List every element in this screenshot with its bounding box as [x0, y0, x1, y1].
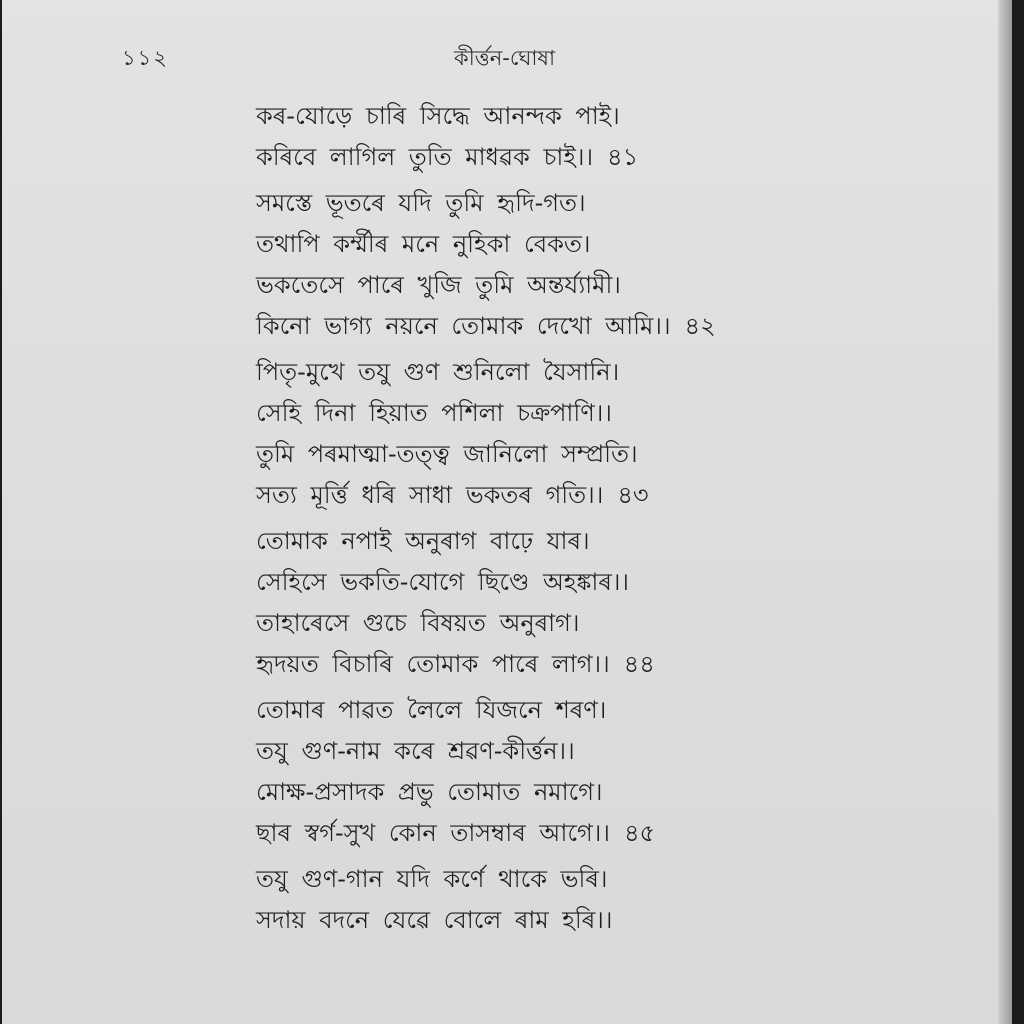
running-title: কীৰ্ত্তন-ঘোষা: [454, 46, 556, 70]
verse-43: [256, 352, 956, 516]
verse-46: [256, 859, 956, 941]
verse-line: তাহাৰেসে গুচে বিষয়ত অনুৰাগ।: [256, 609, 580, 637]
verse-number: ৪৪: [623, 650, 655, 678]
verse-line: তথাপি কৰ্ম্মীৰ মনে নুহিকা বেকত।: [256, 230, 591, 258]
verse-number: ৪১: [607, 143, 639, 171]
book-page: [2, 0, 1012, 1024]
verse-42: [256, 183, 956, 347]
verse-line: সদায় বদনে যেৱে বোলে ৰাম হৰি।।: [256, 906, 613, 934]
page-number: ১১২: [122, 46, 169, 70]
verse-line: মোক্ষ-প্ৰসাদক প্ৰভু তোমাত নমাগে।: [256, 778, 603, 806]
verse-line: কৰ-যোড়ে চাৰি সিদ্ধে আনন্দক পাই।: [256, 102, 620, 130]
verse-line: ভকতেসে পাৰে খুজি তুমি অন্তৰ্য্যামী।: [256, 271, 621, 299]
verse-line: পিতৃ-মুখে তযু গুণ শুনিলো যৈসানি।: [256, 358, 620, 386]
page-edge-shadow: [998, 0, 1012, 1024]
verse-line: সমস্তে ভূতৰে যদি তুমি হৃদি-গত।: [256, 189, 586, 217]
verse-number: ৪২: [684, 312, 716, 340]
verse-41: [256, 96, 956, 178]
verse-45: [256, 690, 956, 854]
verse-line: কিনো ভাগ্য নয়নে তোমাক দেখো আমি।। ৪২: [256, 312, 716, 340]
verse-line: হৃদয়ত বিচাৰি তোমাক পাৰে লাগ।। ৪৪: [256, 650, 655, 678]
verse-line: তোমাক নপাই অনুৰাগ বাঢ়ে যাৰ।: [256, 527, 590, 555]
verse-line: সত্য মূৰ্ত্তি ধৰি সাধা ভকতৰ গতি।। ৪৩: [256, 481, 649, 509]
verse-line: তযু গুণ-নাম কৰে শ্ৰৱণ-কীৰ্ত্তন।।: [256, 737, 575, 765]
verse-line: সেহিসে ভকতি-যোগে ছিণ্ডে অহঙ্কাৰ।।: [256, 568, 630, 596]
verse-44: [256, 521, 956, 685]
verse-block: [256, 96, 956, 946]
verse-line: কৰিবে লাগিল তুতি মাধৱক চাই।। ৪১: [256, 143, 639, 171]
verse-number: ৪৫: [623, 819, 656, 847]
verse-number: ৪৩: [617, 481, 649, 509]
verse-line: তযু গুণ-গান যদি কৰ্ণে থাকে ভৰি।: [256, 865, 608, 893]
verse-line: তুমি পৰমাত্মা-তত্ত্ব জানিলো সম্প্ৰতি।: [256, 440, 638, 468]
verse-line: ছাৰ স্বৰ্গ-সুখ কোন তাসম্বাৰ আগে।। ৪৫: [256, 819, 656, 847]
verse-line: তোমাৰ পাৱত লৈলে যিজনে শৰণ।: [256, 696, 607, 724]
verse-line: সেহি দিনা হিয়াত পশিলা চক্ৰপাণি।।: [256, 399, 612, 427]
